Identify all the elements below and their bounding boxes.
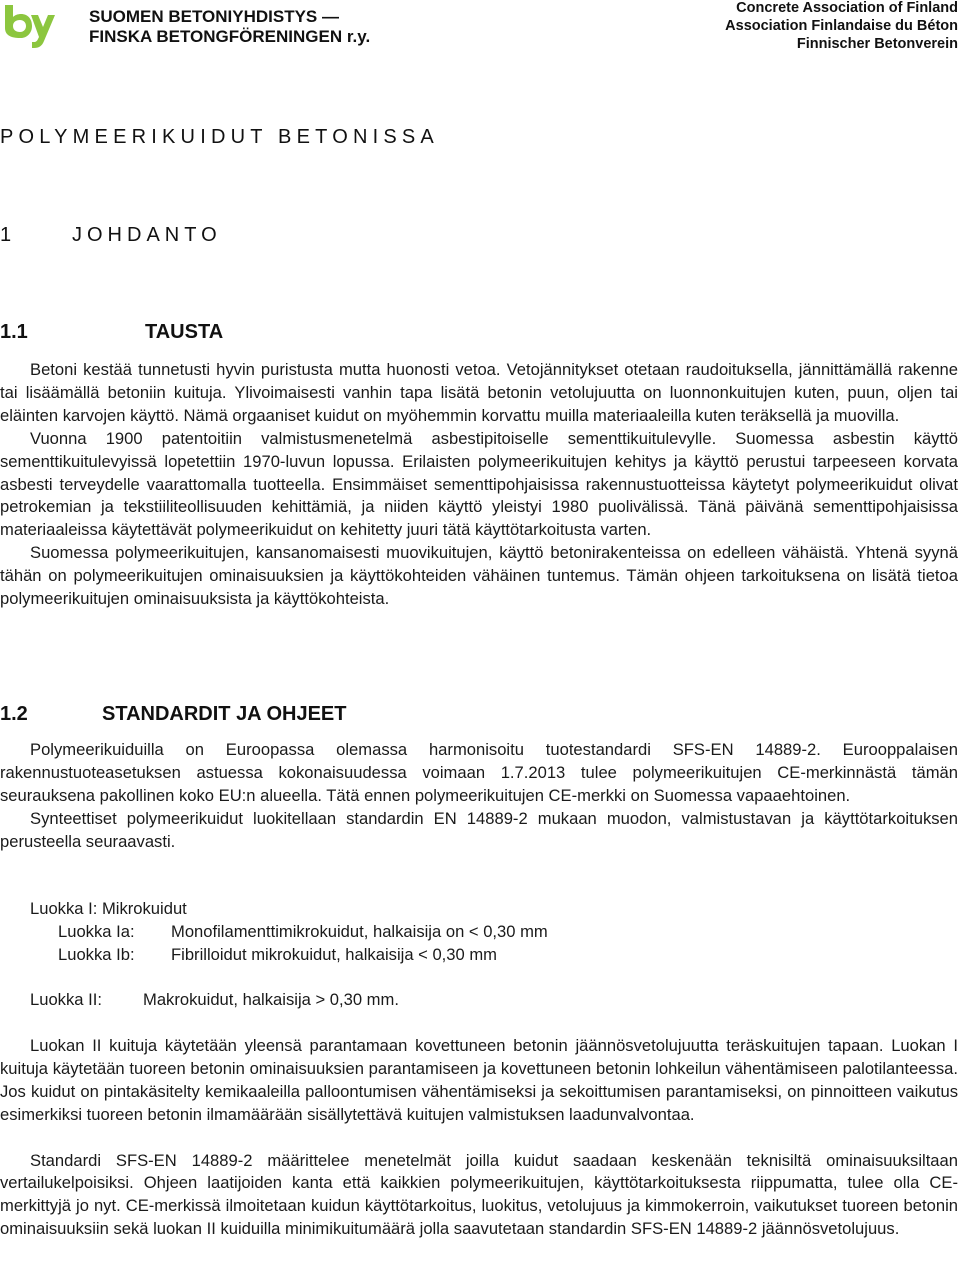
paragraph: Suomessa polymeerikuitujen, kansanomaisesti muovikuitujen, käyttö betonirakenteissa on edelleen vähäistä. Yhtenä syynä tähän on polymeerikuitujen ominaisuuksien ja käyttökohteiden vähäinen tuntemus. Tämän ohjeen tarkoituksena on lisätä tietoa polymeerikuitujen ominaisuuksista ja käyttökohteista. xyxy=(0,543,958,609)
section-1-1-body xyxy=(0,359,958,611)
document-title: POLYMEERIKUIDUT BETONISSA xyxy=(0,126,439,148)
org-name-french: Association Finlandaise du Béton xyxy=(725,18,958,34)
org-name-finnish xyxy=(89,7,370,47)
logo-y-shape xyxy=(31,15,55,48)
org-name-translations xyxy=(725,0,958,53)
section-title: STANDARDIT JA OHJEET xyxy=(102,703,347,725)
paragraph: Polymeerikuiduilla on Euroopassa olemassa harmonisoitu tuotestandardi SFS-EN 14889-2. Eurooppalaisen rakennustuoteasetuksen astuessa kokonaisuudessa voimaan 1.7.2013 tulee polymeerikuitujen CE-merkinnästä tämän seurauksena pakollinen koko EU:n alueella. Tätä ennen polymeerikuitujen CE-merkki on Suomessa vapaaehtoinen. xyxy=(0,740,958,805)
paragraph: Standardi SFS-EN 14889-2 määrittelee menetelmät joilla kuidut saadaan keskenään teknisiltä ominaisuuksiltaan vertailukelpoisiksi. Ohjeen laatijoiden kanta että kaikkien polymeerikuitujen, käyttötarkoituksesta riippumatta, tulee olla CE-merkittyjä jo nyt. CE-merkissä ilmoitetaan kuidun käyttötarkoitus, luokitus, vetolujuus ja kimmokerroin, vaikutukset tuoreen betonin ominaisuuksiin sekä luokan II kuiduilla minimikuitumäärä jolla saavutetaan standardin SFS-EN 14889-2 jäännösvetolujuus. xyxy=(0,1150,958,1239)
section-heading-1-1 xyxy=(0,321,223,344)
paragraph: Betoni kestää tunnetusti hyvin puristusta mutta huonosti vetoa. Vetojännitykset otetaan raudoituksella, jännittämällä rakenne tai lisäämällä betoniin kuituja. Ylivoimaisesti vanhin tapa lisätä betonin vetolujuutta on luonnonkuitujen kuten, puun, oljen tai eläinten karvojen käyttö. Nämä orgaaniset kuidut on myöhemmin korvattu muilla materiaaleilla kuten teräksellä ja muovilla. xyxy=(0,360,958,425)
org-name-english: Concrete Association of Finland xyxy=(736,0,958,16)
org-name-line2: FINSKA BETONGFÖRENINGEN r.y. xyxy=(89,27,371,46)
class-description: Fibrilloidut mikrokuidut, halkaisija < 0,30 mm xyxy=(171,945,498,964)
class-1-heading: Luokka I: Mikrokuidut xyxy=(30,899,187,918)
paragraph: Vuonna 1900 patentoitiin valmistusmenetelmä asbestipitoiselle sementtikuitulevylle. Suomessa asbestin käyttö sementtikuitulevyissä lopetettiin 1970-luvun lopussa. Erilaisten polymeerikuitujen kehitys ja käyttö perustui tarpeeseen korvata asbesti terveydelle vaarattomalla tuotteella. Ensimmäiset sementtipohjaisissa rakennustuotteissa käytetyt polymeerikuidut olivat petrokemian ja tekstiiliteollisuuden kehittämiä, ja niiden käyttö yleistyi 1980 puolivälissä. Tänä päivänä sementtipohjaisissa materiaaleissa käytettävät polymeerikuidut on kehitetty juuri tätä käyttötarkoitusta varten. xyxy=(0,428,958,540)
class-description: Makrokuidut, halkaisija > 0,30 mm. xyxy=(143,990,399,1009)
section-title: JOHDANTO xyxy=(72,224,222,246)
association-logo xyxy=(3,3,57,49)
org-name-german: Finnischer Betonverein xyxy=(796,36,958,52)
class-label: Luokka Ia: xyxy=(58,922,135,941)
logo-b-shape xyxy=(5,5,32,38)
paragraph: Luokan II kuituja käytetään yleensä parantamaan kovettuneen betonin jäännösvetolujuutta teräskuitujen tapaan. Luokan I kuituja käytetään tuoreen betonin ominaisuuksien parantamiseen ja kovettuneen betonin lohkeilun vähentämiseen palotilanteessa. Jos kuidut on pintakäsitelty kemikaaleilla palloontumisen vähentämiseksi ja sekoittumisen parantamiseksi, on pinnoitteen vaikutus esimerkiksi tuoreen betonin ilmamäärään sisällytettävä kuitujen valmistuksen laadunvalvontaa. xyxy=(0,1036,958,1124)
class-label: Luokka Ib: xyxy=(58,945,135,964)
class-1b-row xyxy=(58,944,497,967)
section-heading-1-2 xyxy=(0,703,346,726)
class-2-row xyxy=(30,989,399,1012)
section-number: 1.2 xyxy=(0,703,28,725)
class-label: Luokka II: xyxy=(30,990,102,1009)
section-1-2-body-continued xyxy=(0,1035,958,1241)
paragraph: Synteettiset polymeerikuidut luokitellaan standardin EN 14889-2 mukaan muodon, valmistustavan ja käyttötarkoituksen perusteella seuraavasti. xyxy=(0,808,958,851)
class-description: Monofilamenttimikrokuidut, halkaisija on < 0,30 mm xyxy=(171,922,548,941)
section-heading-1 xyxy=(0,224,222,247)
section-title: TAUSTA xyxy=(145,321,224,343)
section-number: 1.1 xyxy=(0,321,28,343)
section-number: 1 xyxy=(0,224,12,246)
class-1a-row xyxy=(58,921,548,944)
section-1-2-body xyxy=(0,739,958,854)
org-name-line1: SUOMEN BETONIYHDISTYS — xyxy=(89,7,339,26)
